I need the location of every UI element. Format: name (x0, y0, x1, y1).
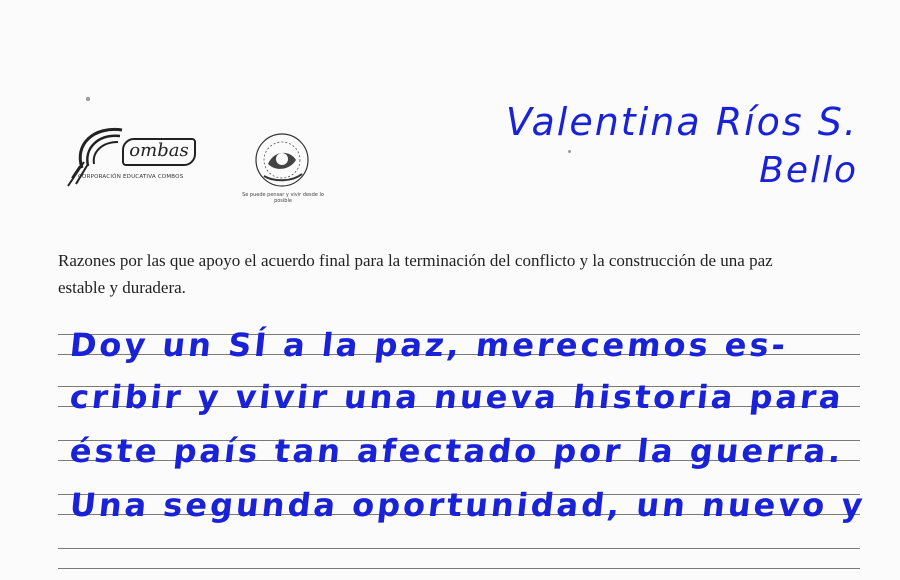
handwritten-line: éste país tan afectado por la guerra. (68, 432, 846, 470)
seal-caption: Se puede pensar y vivir desde lo posible (242, 192, 324, 204)
author-city: Bello (759, 150, 858, 191)
ruled-line (58, 548, 860, 549)
author-name: Valentina Ríos S. (505, 100, 858, 144)
paper-speck (86, 97, 90, 101)
combos-logo-text: ombas (122, 138, 196, 166)
combos-logo (64, 122, 204, 194)
ruled-line (58, 568, 860, 569)
handwritten-line: cribir y vivir una nueva historia para (68, 378, 846, 416)
handwritten-line: Una segunda oportunidad, un nuevo y (68, 486, 868, 524)
prompt-text: Razones por las que apoyo el acuerdo final para la terminación del conflicto y la construcción de una paz estable y duradera. (58, 251, 773, 297)
seal-emblem-icon (244, 130, 324, 192)
paper-speck (568, 150, 571, 153)
combos-caption: CORPORACIÓN EDUCATIVA COMBOS (78, 174, 184, 180)
mujeres-seal-logo (238, 130, 328, 210)
handwritten-line: Doy un SÍ a la paz, merecemos es- (68, 326, 790, 364)
